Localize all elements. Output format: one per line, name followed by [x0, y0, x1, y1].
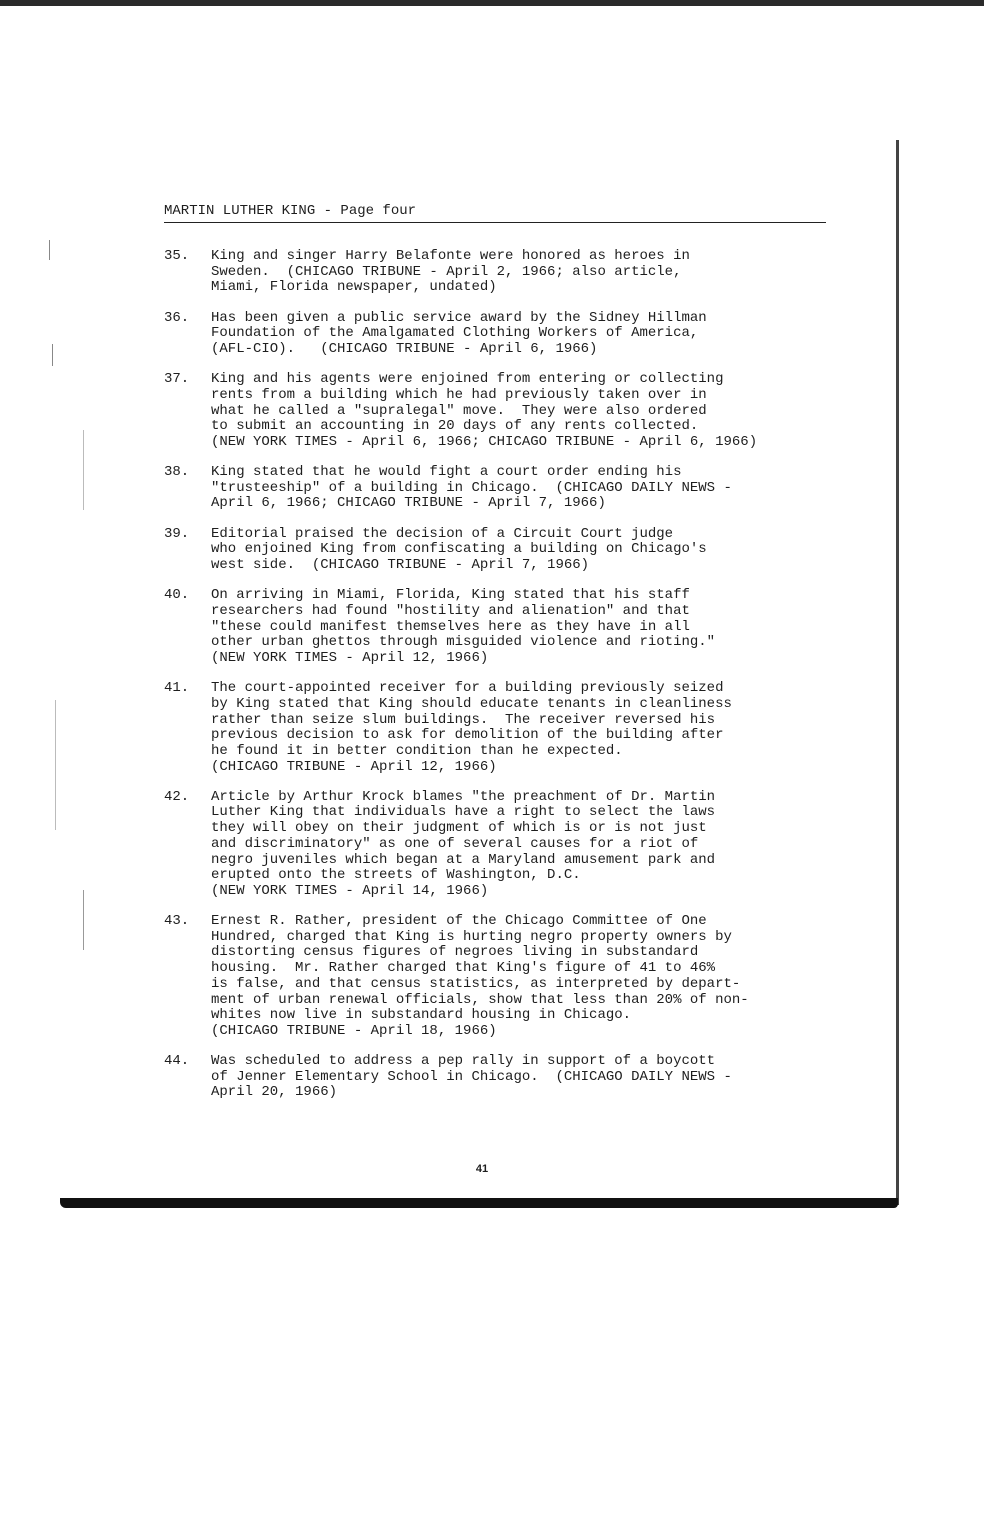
entry-line: what he called a "supralegal" move. They were also ordered: [211, 402, 707, 419]
entry-line: ment of urban renewal officials, show that less than 20% of non-: [211, 991, 749, 1008]
entry-44: [164, 1054, 824, 1101]
entry-line: who enjoined King from confiscating a building on Chicago's: [211, 541, 707, 558]
entry-number: 40.: [164, 587, 190, 604]
entry-line: is false, and that census statistics, as interpreted by depart-: [211, 975, 741, 992]
entry-41: [164, 681, 824, 775]
entry-line: researchers had found "hostility and alienation" and that: [211, 602, 690, 619]
entry-line: Editorial praised the decision of a Circuit Court judge: [211, 525, 674, 542]
entry-35: [164, 249, 824, 296]
entry-line: Foundation of the Amalgamated Clothing Workers of America,: [211, 325, 699, 342]
entry-37: [164, 372, 824, 450]
entry-text: [211, 527, 824, 574]
margin-mark: [52, 344, 53, 366]
entry-number: 42.: [164, 788, 190, 805]
entry-line: rents from a building which he had previously taken over in: [211, 386, 707, 403]
entry-line: April 6, 1966; CHICAGO TRIBUNE - April 7, 1966): [211, 495, 606, 512]
entry-text: [211, 790, 824, 900]
entry-line: "these could manifest themselves here as they have in all: [211, 618, 690, 635]
entry-number: 36.: [164, 309, 190, 326]
entry-line: (AFL-CIO). (CHICAGO TRIBUNE - April 6, 1966): [211, 340, 598, 357]
entry-text: [211, 1054, 824, 1101]
margin-mark: [83, 890, 84, 950]
entry-line: (NEW YORK TIMES - April 6, 1966; CHICAGO TRIBUNE - April 6, 1966): [211, 433, 758, 450]
entry-line: west side. (CHICAGO TRIBUNE - April 7, 1966): [211, 557, 590, 573]
entry-38: [164, 465, 824, 512]
entry-line: by King stated that King should educate tenants in cleanliness: [211, 695, 732, 712]
entry-number: 39.: [164, 525, 190, 542]
entry-line: previous decision to ask for demolition of the building after: [211, 727, 724, 744]
entry-line: Hundred, charged that King is hurting negro property owners by: [211, 928, 732, 945]
entry-text: [211, 372, 824, 450]
entry-42: [164, 790, 824, 900]
entry-line: King and singer Harry Belafonte were honored as heroes in: [211, 248, 690, 264]
entry-line: Was scheduled to address a pep rally in support of a boycott: [211, 1053, 716, 1070]
entry-line: erupted onto the streets of Washington, D.C.: [211, 867, 581, 884]
entry-39: [164, 527, 824, 574]
entry-text: [211, 465, 824, 512]
entry-number: 35.: [164, 248, 190, 264]
entry-line: Has been given a public service award by the Sidney Hillman: [211, 309, 707, 326]
entry-line: Miami, Florida newspaper, undated): [211, 279, 497, 296]
entry-number: 44.: [164, 1053, 190, 1070]
entry-number: 37.: [164, 371, 190, 388]
entry-line: (NEW YORK TIMES - April 12, 1966): [211, 649, 489, 666]
entry-line: "trusteeship" of a building in Chicago. (CHICAGO DAILY NEWS -: [211, 479, 732, 496]
entry-text: [211, 914, 824, 1040]
entry-text: [211, 681, 824, 775]
entry-line: Article by Arthur Krock blames "the preachment of Dr. Martin: [211, 788, 716, 805]
entry-text: [211, 249, 824, 296]
entry-line: (NEW YORK TIMES - April 14, 1966): [211, 882, 489, 899]
top-edge-rule: [0, 0, 984, 6]
entry-line: On arriving in Miami, Florida, King stated that his staff: [211, 587, 690, 604]
entry-40: [164, 588, 824, 666]
page-number: 41: [475, 1163, 489, 1175]
entry-line: April 20, 1966): [211, 1084, 338, 1101]
entry-line: rather than seize slum buildings. The receiver reversed his: [211, 711, 716, 728]
entry-text: [211, 311, 824, 358]
entry-line: Ernest R. Rather, president of the Chicago Committee of One: [211, 913, 707, 930]
entry-43: [164, 914, 824, 1040]
margin-mark: [55, 700, 56, 830]
entry-line: other urban ghettos through misguided violence and rioting.": [211, 634, 716, 651]
entry-line: he found it in better condition than he expected.: [211, 742, 623, 759]
entry-line: negro juveniles which began at a Maryland amusement park and: [211, 851, 716, 868]
entry-line: King and his agents were enjoined from entering or collecting: [211, 371, 724, 388]
entry-list: [164, 249, 824, 1116]
entry-number: 41.: [164, 680, 190, 697]
entry-line: housing. Mr. Rather charged that King's figure of 41 to 46%: [211, 960, 716, 977]
entry-line: distorting census figures of negroes living in substandard: [211, 944, 699, 961]
entry-text: [211, 588, 824, 666]
page-header: MARTIN LUTHER KING - Page four: [164, 202, 826, 223]
entry-line: of Jenner Elementary School in Chicago. (CHICAGO DAILY NEWS -: [211, 1068, 732, 1085]
entry-line: they will obey on their judgment of which is or is not just: [211, 820, 707, 837]
entry-line: and discriminatory" as one of several causes for a riot of: [211, 835, 699, 852]
bottom-edge-bar: [60, 1198, 898, 1208]
entry-line: The court-appointed receiver for a building previously seized: [211, 680, 724, 697]
entry-line: (CHICAGO TRIBUNE - April 12, 1966): [211, 758, 497, 775]
entry-line: to submit an accounting in 20 days of any rents collected.: [211, 418, 699, 435]
entry-line: Luther King that individuals have a right to select the laws: [211, 804, 716, 821]
page-right-edge: [896, 140, 899, 1205]
margin-mark: [83, 430, 84, 510]
entry-line: whites now live in substandard housing in Chicago.: [211, 1007, 632, 1024]
entry-line: Sweden. (CHICAGO TRIBUNE - April 2, 1966; also article,: [211, 263, 682, 280]
entry-line: King stated that he would fight a court order ending his: [211, 464, 682, 481]
entry-number: 38.: [164, 464, 190, 481]
entry-36: [164, 311, 824, 358]
margin-mark: [49, 240, 50, 260]
entry-number: 43.: [164, 913, 190, 930]
entry-line: (CHICAGO TRIBUNE - April 18, 1966): [211, 1022, 497, 1039]
